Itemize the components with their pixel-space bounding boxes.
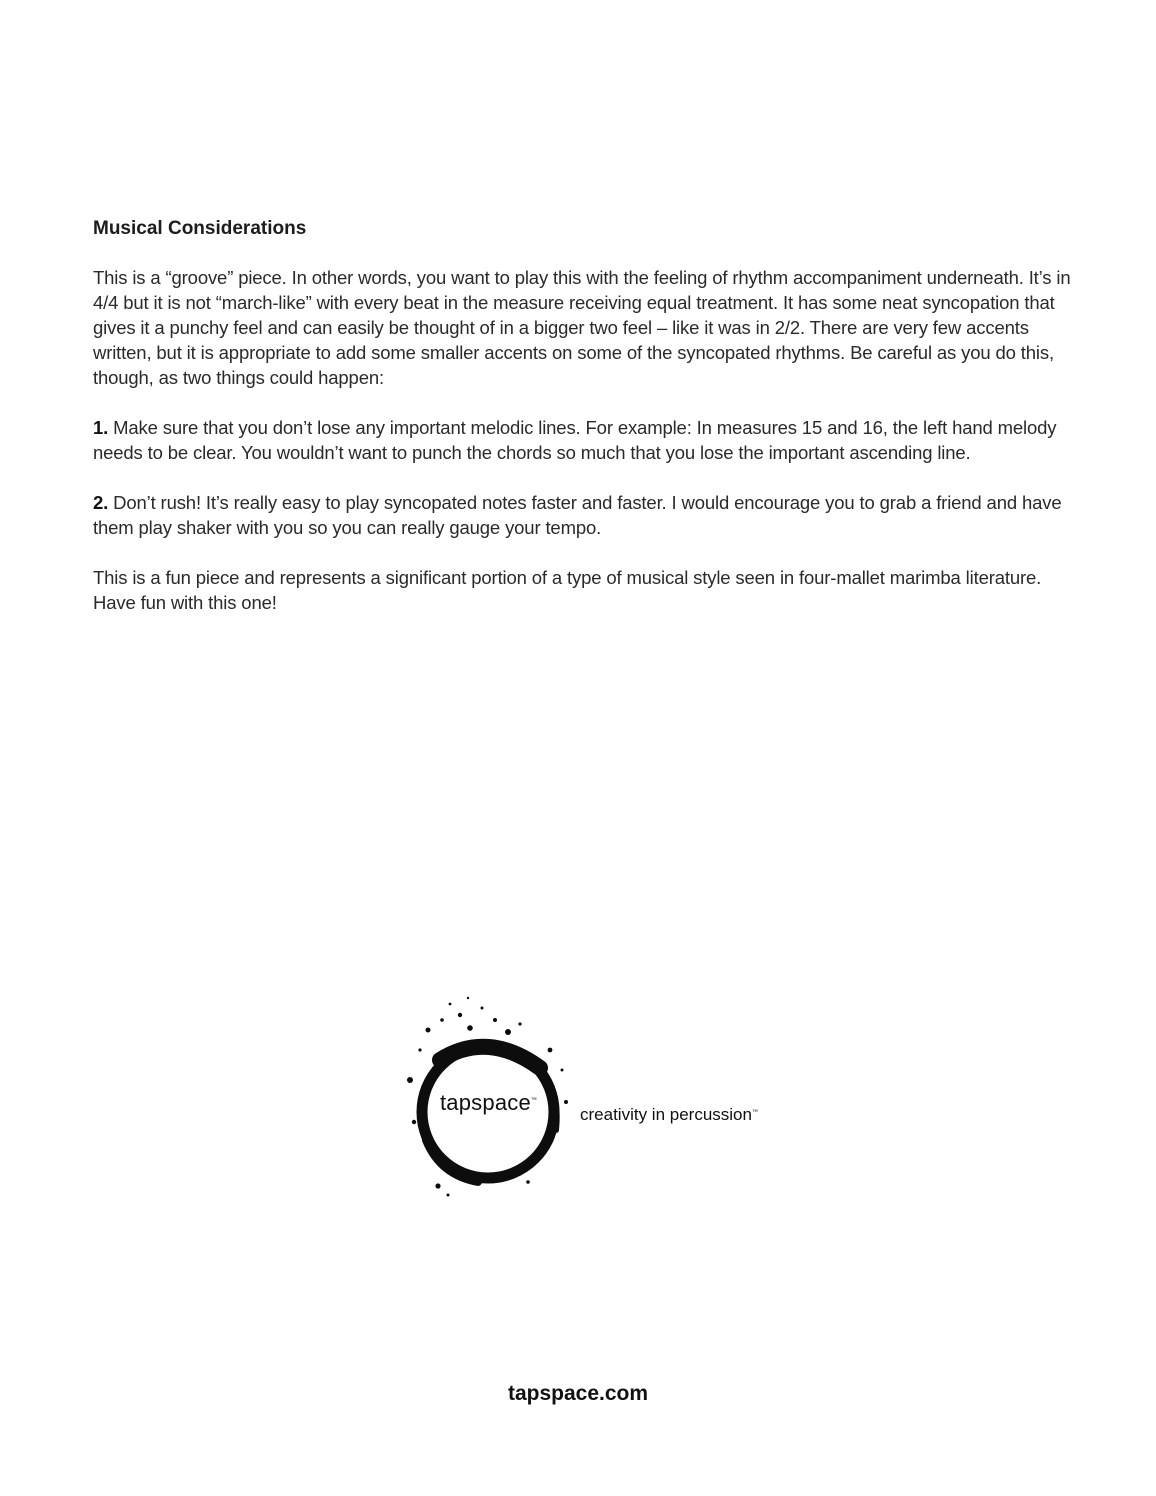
intro-paragraph: This is a “groove” piece. In other words, you want to play this with the feeling of rhythm accompaniment underneath. It’s in 4/4 but it is not “march-like” with every beat in the measure receiving equal treatment. It has some neat syncopation that gives it a punchy feel and can easily be thought of in a bigger two feel – like it was in 2/2. There are very few accents written, but it is appropriate to add some smaller accents on some of the syncopated rhythms. Be careful as you do this, though, as two things could happen: [93, 267, 1071, 388]
point-1-paragraph [93, 415, 1078, 465]
tapspace-logo [400, 990, 800, 1200]
point-1-number: 1. [93, 417, 109, 438]
section-heading: Musical Considerations [93, 218, 307, 239]
footer-website-url: tapspace.com [507, 1382, 649, 1405]
point-2-text: Don’t rush! It’s really easy to play syncopated notes faster and faster. I would encourage you to grab a friend and have them play shaker with you so you can really gauge your tempo. [93, 492, 1062, 538]
musical-considerations-section [93, 216, 1078, 640]
logo-tagline: creativity in percussion™ [580, 1105, 758, 1124]
logo-wordmark: tapspace™ [440, 1090, 538, 1115]
point-1-text: Make sure that you don’t lose any important melodic lines. For example: In measures 15 and 16, the left hand melody needs to be clear. You wouldn’t want to punch the chords so much that you lose the important ascending line. [93, 417, 1057, 463]
point-2-paragraph [93, 490, 1078, 540]
closing-paragraph: This is a fun piece and represents a significant portion of a type of musical style seen in four-mallet marimba literature. Have fun with this one! [93, 567, 1042, 613]
point-2-number: 2. [93, 492, 109, 513]
